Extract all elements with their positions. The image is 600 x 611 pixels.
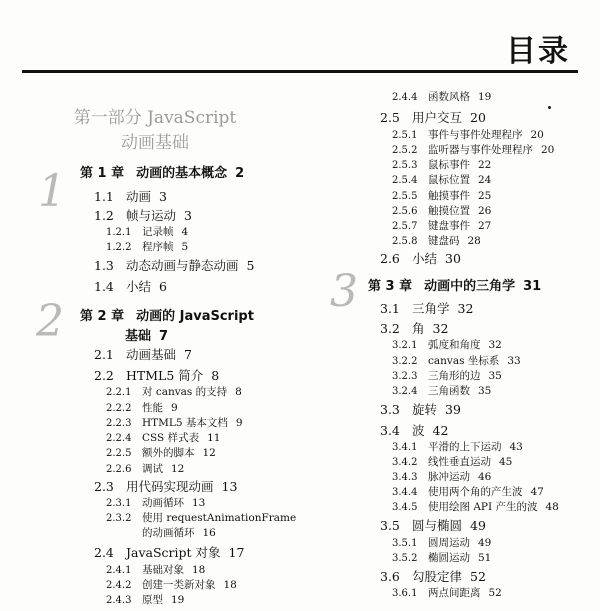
- chapter-marker-3: 3: [330, 266, 358, 317]
- toc-entry-number: 3.2.3: [392, 371, 418, 382]
- toc-entry-page: 49: [478, 537, 492, 549]
- toc-entry-number: 2.2.5: [106, 448, 132, 459]
- toc-entry-page: 31: [523, 279, 542, 294]
- toc-entry-number: 3.5.2: [392, 553, 418, 564]
- toc-entry-2-2-6: [106, 464, 184, 475]
- toc-entry-3-4-2: [392, 457, 512, 468]
- toc-entry-3-6-1: [392, 588, 502, 599]
- toc-entry-number: 3.4.4: [392, 487, 418, 498]
- toc-entry-2-2-3: [106, 418, 243, 429]
- toc-entry-2-3: [94, 481, 237, 494]
- toc-entry-label: 记录帧: [142, 226, 174, 238]
- toc-entry-page: 52: [470, 569, 486, 584]
- toc-entry-2-2-1: [106, 387, 242, 398]
- toc-entry-label: 使用绘图 API 产生的波: [428, 501, 538, 513]
- toc-entry-page: 52: [488, 587, 502, 599]
- toc-entry-3-4-1: [392, 442, 523, 453]
- toc-entry-1-3: [94, 260, 254, 273]
- toc-entry-number: 2.2: [94, 368, 114, 383]
- toc-entry-page: 13: [221, 479, 238, 494]
- toc-entry-label: 触摸位置: [428, 205, 470, 217]
- toc-entry-page: 39: [445, 402, 461, 417]
- toc-entry-label: 触摸事件: [428, 190, 470, 202]
- toc-entry-3-5: [380, 520, 486, 533]
- toc-entry-label: 基础对象: [142, 564, 184, 576]
- toc-entry-page: 25: [478, 190, 492, 202]
- toc-entry-label: 圆与椭圆: [412, 518, 463, 533]
- toc-entry-label: 键盘码: [428, 235, 460, 247]
- toc-entry-page: 2: [235, 166, 245, 181]
- toc-entry-number: 2.5: [380, 110, 400, 125]
- toc-entry-label: JavaScript 对象: [126, 545, 221, 560]
- toc-entry-2-1: [94, 349, 192, 362]
- toc-entry-2-5-3: [392, 160, 491, 171]
- toc-entry-3-5-2: [392, 553, 491, 564]
- toc-entry-page: 6: [159, 279, 167, 294]
- toc-entry-page: 5: [181, 241, 189, 253]
- toc-entry-2-5-2: [392, 145, 554, 156]
- toc-entry-label: 动画中的三角学: [424, 279, 516, 294]
- toc-entry-number: 2.4: [94, 545, 114, 560]
- toc-entry-label: 动画: [126, 189, 152, 204]
- toc-entry-label: 监听器与事件处理程序: [428, 144, 533, 156]
- toc-entry-3-4-3: [392, 472, 491, 483]
- toc-entry-label: canvas 坐标系: [428, 355, 500, 367]
- toc-entry-page: 7: [159, 329, 169, 344]
- toc-entry-page: 49: [470, 518, 486, 533]
- toc-entry-page: 43: [509, 441, 523, 453]
- toc-entry-label: 原型: [142, 594, 163, 606]
- toc-entry-1-2: [94, 210, 192, 223]
- toc-entry-label: 对 canvas 的支持: [142, 386, 228, 398]
- speck-dot: [548, 106, 551, 109]
- toc-entry-2-3-1: [106, 498, 205, 509]
- toc-entry-page: 3: [184, 208, 192, 223]
- toc-entry-number: 2.2.4: [106, 433, 132, 444]
- chapter-marker-2: 2: [36, 296, 64, 347]
- toc-entry-number: 2.2.2: [106, 403, 132, 414]
- toc-entry-page: 12: [171, 463, 185, 475]
- toc-entry-3-2-3: [392, 371, 502, 382]
- toc-entry-label: 基础: [125, 329, 152, 344]
- toc-entry-number: 3.6: [380, 569, 400, 584]
- toc-entry-number: 2.3.2: [106, 513, 132, 524]
- toc-entry-number: 3.4.2: [392, 457, 418, 468]
- toc-entry-label: 三角函数: [428, 385, 470, 397]
- toc-entry-label: 用代码实现动画: [126, 479, 214, 494]
- toc-entry-label: 帧与运动: [126, 208, 177, 223]
- toc-entry-page: 20: [541, 144, 555, 156]
- toc-entry-page: 8: [235, 386, 242, 398]
- toc-entry-label: 角: [412, 321, 425, 336]
- toc-entry-label: 性能: [142, 402, 163, 414]
- toc-entry-number: 2.4.1: [106, 565, 132, 576]
- toc-entry-number: 1.2.2: [106, 242, 132, 253]
- toc-entry-page: 28: [467, 235, 481, 247]
- toc-entry-page: 30: [445, 251, 461, 266]
- toc-entry-number: 3.2.2: [392, 356, 418, 367]
- toc-entry-number: 第 3 章: [368, 279, 413, 294]
- toc-entry-label: 椭圆运动: [428, 552, 470, 564]
- toc-entry-label: 创建一类新对象: [142, 579, 216, 591]
- toc-entry-number: 2.3.1: [106, 498, 132, 509]
- toc-entry-label: 两点间距离: [428, 587, 481, 599]
- toc-entry-page: 47: [530, 486, 544, 498]
- toc-entry-label: 动画的 JavaScript: [136, 309, 254, 324]
- toc-entry-number: 2.4.3: [106, 595, 132, 606]
- toc-entry-3-3: [380, 404, 461, 417]
- toc-entry-page: 7: [184, 347, 192, 362]
- toc-entry-page: 18: [192, 564, 206, 576]
- toc-entry-number: 2.5.3: [392, 160, 418, 171]
- toc-entry-number: 2.5.7: [392, 221, 418, 232]
- toc-entry-label: 线性垂直运动: [428, 456, 491, 468]
- toc-entry-1-2-2: [106, 242, 188, 253]
- toc-entry-2-2-4: [106, 433, 220, 444]
- toc-entry-2-5-4: [392, 175, 491, 186]
- toc-entry-3-4-4: [392, 487, 544, 498]
- toc-entry-label: 波: [412, 423, 425, 438]
- toc-entry-number: 3.4: [380, 423, 400, 438]
- toc-entry-page: 24: [478, 174, 492, 186]
- toc-entry-label: 动画的基本概念: [136, 166, 228, 181]
- toc-entry-page: 5: [246, 258, 255, 273]
- toc-entry-number: 2.5.5: [392, 191, 418, 202]
- toc-entry-1-4: [94, 281, 167, 294]
- toc-entry-label: 动画基础: [126, 347, 177, 362]
- toc-entry-1-2-1: [106, 227, 188, 238]
- toc-entry-label: 旋转: [412, 402, 438, 417]
- toc-entry-page: 8: [211, 368, 220, 383]
- toc-entry-2-2-5: [106, 448, 216, 459]
- toc-entry-2-5-5: [392, 191, 491, 202]
- toc-entry-label: HTML5 基本文档: [142, 417, 228, 429]
- toc-entry-label: 使用两个角的产生波: [428, 486, 523, 498]
- toc-entry-page: 20: [530, 129, 544, 141]
- toc-entry-2-4-3: [106, 595, 184, 606]
- toc-entry-page: 4: [181, 226, 189, 238]
- toc-entry-number: 1.1: [94, 189, 114, 204]
- toc-entry-number: 2.4.2: [106, 580, 132, 591]
- toc-entry-number: 1.4: [94, 279, 114, 294]
- toc-entry-label: 勾股定律: [412, 569, 463, 584]
- toc-entry-page: 19: [478, 91, 492, 103]
- toc-entry-page: 3: [159, 189, 167, 204]
- toc-entry-label: CSS 样式表: [142, 432, 200, 444]
- toc-entry-number: 3.5.1: [392, 538, 418, 549]
- toc-entry-number: 2.5.2: [392, 145, 418, 156]
- toc-entry-label: 函数风格: [428, 91, 470, 103]
- toc-entry-2-3-2b: [142, 528, 216, 539]
- toc-entry-2-2-2: [106, 403, 178, 414]
- toc-entry-ch3: [368, 280, 541, 293]
- toc-entry-number: 2.2.1: [106, 387, 132, 398]
- toc-entry-page: 46: [478, 471, 492, 483]
- toc-entry-number: 3.1: [380, 301, 400, 316]
- toc-entry-3-5-1: [392, 538, 491, 549]
- toc-entry-number: 3.3: [380, 402, 400, 417]
- chapter-marker-1: 1: [38, 166, 66, 217]
- toc-entry-ch2b: [125, 330, 168, 343]
- toc-entry-2-4: [94, 547, 244, 560]
- toc-entry-page: 26: [478, 205, 492, 217]
- toc-entry-page: 35: [478, 385, 492, 397]
- toc-entry-3-4: [380, 425, 448, 438]
- toc-entry-number: 2.5.6: [392, 206, 418, 217]
- toc-entry-label: 事件与事件处理程序: [428, 129, 523, 141]
- toc-entry-number: 1.2.1: [106, 227, 132, 238]
- toc-entry-label: 调试: [142, 463, 163, 475]
- toc-entry-2-4-2: [106, 580, 237, 591]
- toc-entry-label: 动画循环: [142, 497, 184, 509]
- toc-entry-number: 2.1: [94, 347, 114, 362]
- toc-entry-label: 弧度和角度: [428, 339, 481, 351]
- toc-entry-label: HTML5 简介: [126, 368, 204, 383]
- toc-entry-label: 额外的脚本: [142, 447, 195, 459]
- toc-entry-number: 3.2.4: [392, 386, 418, 397]
- toc-entry-label: 鼠标位置: [428, 174, 470, 186]
- part-title-line1: 第一部分 JavaScript: [73, 108, 237, 128]
- toc-entry-number: 3.4.5: [392, 502, 418, 513]
- toc-entry-page: 51: [478, 552, 492, 564]
- toc-entry-number: 2.5.4: [392, 175, 418, 186]
- toc-entry-number: 3.2.1: [392, 340, 418, 351]
- toc-entry-2-5: [380, 112, 486, 125]
- toc-entry-ch2: [80, 310, 254, 323]
- part-title: [60, 106, 250, 156]
- toc-entry-label: 键盘事件: [428, 220, 470, 232]
- toc-entry-2-5-6: [392, 206, 491, 217]
- toc-entry-number: 3.4.1: [392, 442, 418, 453]
- toc-entry-page: 32: [488, 339, 502, 351]
- toc-entry-page: 33: [507, 355, 521, 367]
- toc-entry-page: 35: [488, 370, 502, 382]
- toc-entry-label: 小结: [126, 279, 152, 294]
- toc-entry-page: 9: [235, 417, 243, 429]
- toc-entry-number: 第 1 章: [80, 166, 125, 181]
- toc-entry-3-2-2: [392, 356, 521, 367]
- toc-entry-3-2-1: [392, 340, 502, 351]
- part-title-line2: 动画基础: [121, 133, 189, 153]
- toc-entry-label: 动态动画与静态动画: [126, 258, 239, 273]
- toc-entry-3-2-4: [392, 386, 491, 397]
- toc-entry-number: 3.6.1: [392, 588, 418, 599]
- toc-entry-page: 11: [207, 432, 221, 444]
- toc-entry-page: 16: [202, 527, 216, 539]
- toc-entry-label: 圆周运动: [428, 537, 470, 549]
- toc-entry-number: 2.4.4: [392, 92, 418, 103]
- toc-entry-2-4-4: [392, 92, 491, 103]
- toc-entry-page: 42: [432, 423, 449, 438]
- toc-entry-page: 22: [478, 159, 492, 171]
- toc-entry-number: 2.3: [94, 479, 114, 494]
- page-title: 目录: [506, 34, 570, 69]
- toc-entry-number: 2.5.1: [392, 130, 418, 141]
- toc-entry-number: 2.5.8: [392, 236, 418, 247]
- toc-entry-3-2: [380, 323, 448, 336]
- toc-entry-page: 12: [202, 447, 216, 459]
- toc-entry-label: 鼠标事件: [428, 159, 470, 171]
- toc-entry-2-5-8: [392, 236, 481, 247]
- toc-entry-number: 1.2: [94, 208, 114, 223]
- toc-entry-2-3-2: [106, 513, 296, 524]
- toc-entry-number: 1.3: [94, 258, 114, 273]
- toc-entry-label: 脉冲运动: [428, 471, 470, 483]
- toc-entry-label: 程序帧: [142, 241, 174, 253]
- toc-entry-page: 32: [457, 301, 474, 316]
- toc-entry-page: 17: [228, 545, 245, 560]
- toc-entry-page: 32: [432, 321, 449, 336]
- toc-entry-label: 用户交互: [412, 110, 463, 125]
- toc-entry-page: 20: [470, 110, 486, 125]
- toc-entry-label: 三角形的边: [428, 370, 481, 382]
- toc-entry-number: 3.5: [380, 518, 400, 533]
- toc-entry-page: 45: [499, 456, 513, 468]
- toc-entry-number: 2.6: [380, 251, 400, 266]
- toc-entry-2-4-1: [106, 565, 205, 576]
- toc-entry-3-4-5: [392, 502, 559, 513]
- toc-entry-label: 使用 requestAnimationFrame: [142, 512, 297, 524]
- title-rule: [22, 70, 578, 73]
- toc-entry-page: 18: [223, 579, 237, 591]
- toc-entry-2-6: [380, 253, 461, 266]
- toc-entry-number: 2.2.6: [106, 464, 132, 475]
- toc-entry-1-1: [94, 191, 167, 204]
- toc-entry-number: 3.4.3: [392, 472, 418, 483]
- toc-entry-3-1: [380, 303, 473, 316]
- toc-entry-number: 3.2: [380, 321, 400, 336]
- toc-entry-label: 三角学: [412, 301, 450, 316]
- toc-entry-page: 9: [171, 402, 178, 414]
- toc-entry-2-5-7: [392, 221, 491, 232]
- toc-entry-2-5-1: [392, 130, 544, 141]
- toc-entry-page: 13: [192, 497, 206, 509]
- toc-entry-page: 19: [171, 594, 185, 606]
- toc-entry-ch1: [80, 167, 244, 180]
- toc-entry-page: 27: [478, 220, 492, 232]
- toc-entry-number: 第 2 章: [80, 309, 125, 324]
- toc-entry-3-6: [380, 571, 486, 584]
- toc-entry-page: 48: [545, 501, 559, 513]
- toc-entry-label: 的动画循环: [142, 527, 195, 539]
- toc-entry-label: 平滑的上下运动: [428, 441, 502, 453]
- toc-entry-label: 小结: [412, 251, 438, 266]
- toc-entry-2-2: [94, 370, 219, 383]
- toc-entry-number: 2.2.3: [106, 418, 132, 429]
